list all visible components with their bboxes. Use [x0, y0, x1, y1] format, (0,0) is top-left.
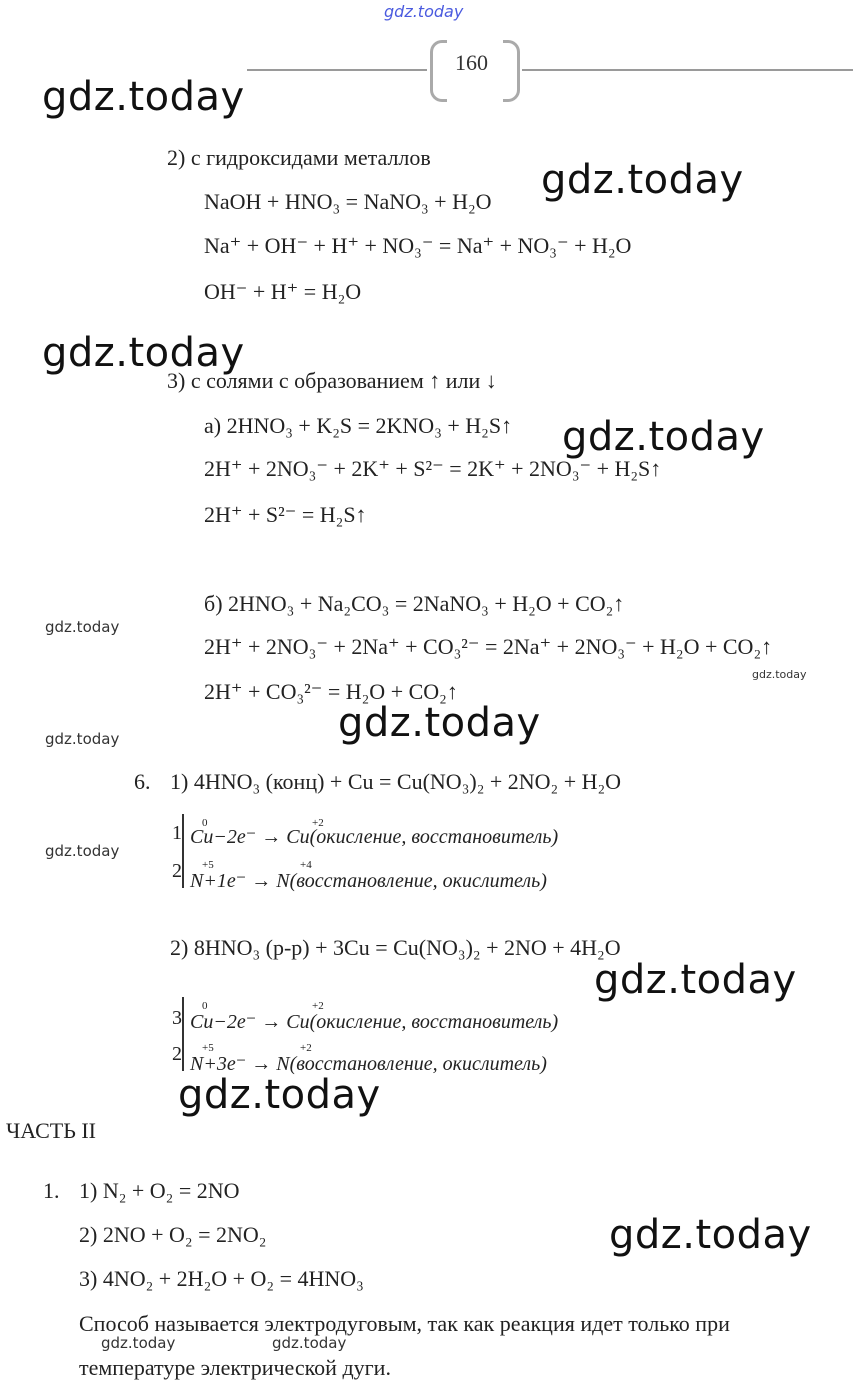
equation: 2H⁺ + CO₃²⁻ = H₂O + CO₂↑: [204, 679, 458, 704]
watermark-small: gdz.today: [45, 842, 120, 860]
watermark-top: gdz.today: [384, 2, 464, 21]
task-number: 6.: [134, 769, 151, 794]
oxidation-state: 0: [202, 1000, 208, 1012]
watermark: gdz.today: [42, 74, 245, 120]
watermark: gdz.today: [541, 157, 744, 203]
half-reaction: N+3e⁻ → N(восстановление, окислитель): [190, 1053, 547, 1075]
oxidation-state: +2: [312, 817, 324, 829]
coefficient: 3: [172, 1007, 182, 1029]
page-number-bracket-right: [503, 40, 520, 102]
electron-balance: [172, 812, 632, 892]
half-reaction: Cu−2e⁻ → Cu(окисление, восстановитель): [190, 826, 559, 848]
equation: 2) 2NO + O₂ = 2NO₂: [79, 1222, 267, 1247]
oxidation-state: 0: [202, 817, 208, 829]
watermark-small: gdz.today: [272, 1334, 347, 1352]
watermark: gdz.today: [42, 330, 245, 376]
section-heading: 2) с гидроксидами металлов: [167, 145, 431, 170]
paragraph-line: температуре электрической дуги.: [79, 1355, 391, 1380]
task-number: 1.: [43, 1178, 60, 1203]
equation: 2) 8HNO₃ (р-р) + 3Cu = Cu(NO₃)₂ + 2NO + 4H₂O: [170, 935, 621, 960]
section-heading: 3) с солями с образованием ↑ или ↓: [167, 368, 497, 393]
part-title: ЧАСТЬ II: [6, 1118, 96, 1143]
equation: 1) 4HNO₃ (конц) + Cu = Cu(NO₃)₂ + 2NO₂ + H₂O: [170, 769, 622, 794]
oxidation-state: +4: [300, 859, 312, 871]
balance-bar: [182, 814, 184, 888]
page-number: 160: [455, 50, 488, 75]
oxidation-state: +2: [300, 1042, 312, 1054]
paragraph-line: Способ называется электродуговым, так как реакция идет только при: [79, 1311, 730, 1336]
watermark: gdz.today: [178, 1072, 381, 1118]
oxidation-state: +5: [202, 1042, 214, 1054]
watermark: gdz.today: [562, 414, 765, 460]
equation: 1) N₂ + O₂ = 2NO: [79, 1178, 240, 1203]
half-reaction: N+1e⁻ → N(восстановление, окислитель): [190, 870, 547, 892]
equation: б) 2HNO₃ + Na₂CO₃ = 2NaNO₃ + H₂O + CO₂↑: [204, 591, 625, 616]
equation: а) 2HNO₃ + K₂S = 2KNO₃ + H₂S↑: [204, 413, 513, 438]
equation: NaOH + HNO₃ = NaNO₃ + H₂O: [204, 189, 492, 214]
equation: 2H⁺ + 2NO₃⁻ + 2Na⁺ + CO₃²⁻ = 2Na⁺ + 2NO₃⁻ + H₂O + CO₂↑: [204, 634, 773, 659]
equation: 2H⁺ + S²⁻ = H₂S↑: [204, 502, 367, 527]
header-rule-right: [522, 69, 853, 71]
watermark: gdz.today: [609, 1212, 812, 1258]
half-reaction: Cu−2e⁻ → Cu(окисление, восстановитель): [190, 1011, 559, 1033]
coefficient: 2: [172, 1043, 182, 1065]
watermark-small: gdz.today: [45, 730, 120, 748]
electron-balance: [172, 995, 632, 1075]
oxidation-state: +2: [312, 1000, 324, 1012]
oxidation-state: +5: [202, 859, 214, 871]
equation: 2H⁺ + 2NO₃⁻ + 2K⁺ + S²⁻ = 2K⁺ + 2NO₃⁻ + H₂S↑: [204, 456, 662, 481]
watermark-small: gdz.today: [45, 618, 120, 636]
header-rule-left: [247, 69, 427, 71]
equation: 3) 4NO₂ + 2H₂O + O₂ = 4HNO₃: [79, 1266, 364, 1291]
equation: Na⁺ + OH⁻ + H⁺ + NO₃⁻ = Na⁺ + NO₃⁻ + H₂O: [204, 233, 632, 258]
equation: OH⁻ + H⁺ = H₂O: [204, 279, 362, 304]
watermark-small: gdz.today: [752, 668, 807, 681]
page-number-bracket-left: [430, 40, 447, 102]
watermark: gdz.today: [594, 957, 797, 1003]
coefficient: 2: [172, 860, 182, 882]
coefficient: 1: [172, 822, 182, 844]
watermark: gdz.today: [338, 700, 541, 746]
watermark-small: gdz.today: [101, 1334, 176, 1352]
balance-bar: [182, 997, 184, 1071]
